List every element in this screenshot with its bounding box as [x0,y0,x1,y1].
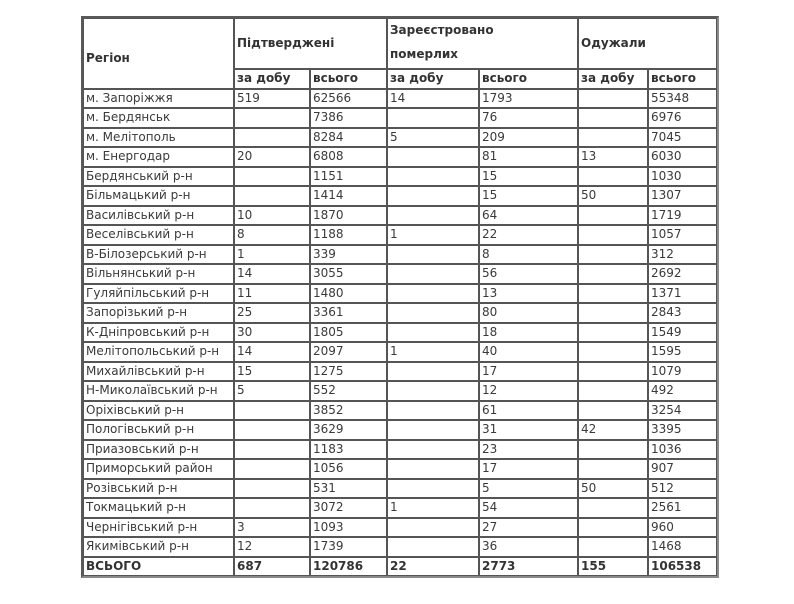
table-row [83,167,717,187]
cell-confirmed-per-day: 11 [234,284,310,304]
cell-confirmed-total: 2097 [310,342,387,362]
cell-recovered-per-day [578,537,648,557]
cell-region: Веселівський р-н [83,225,234,245]
cell-recovered-total: 1549 [648,323,717,343]
cell-recovered-per-day: 50 [578,186,648,206]
cell-confirmed-total: 1188 [310,225,387,245]
cell-deaths-per-day [387,440,479,460]
table-row [83,342,717,362]
cell-deaths-total: 27 [479,518,578,538]
cell-deaths-per-day [387,284,479,304]
cell-recovered-total: 492 [648,381,717,401]
cell-confirmed-per-day [234,128,310,148]
cell-confirmed-per-day [234,401,310,421]
cell-deaths-per-day [387,381,479,401]
cell-confirmed-per-day: 8 [234,225,310,245]
covid-stats-table-container [81,16,719,578]
cell-recovered-per-day: 42 [578,420,648,440]
cell-region: К-Дніпровський р-н [83,323,234,343]
cell-recovered-per-day [578,206,648,226]
table-row [83,264,717,284]
cell-region: Михайлівський р-н [83,362,234,382]
cell-recovered-total: 1719 [648,206,717,226]
table-row [83,186,717,206]
header-confirmed: Підтверджені [234,18,387,69]
table-row [83,225,717,245]
cell-confirmed-per-day [234,440,310,460]
cell-recovered-per-day [578,401,648,421]
cell-deaths-total: 1793 [479,89,578,109]
cell-deaths-per-day [387,537,479,557]
cell-deaths-total: 64 [479,206,578,226]
table-row [83,459,717,479]
cell-confirmed-per-day: 519 [234,89,310,109]
table-row [83,108,717,128]
total-cell-confirmed-total: 120786 [310,557,387,577]
table-row [83,128,717,148]
cell-deaths-total: 31 [479,420,578,440]
cell-confirmed-total: 1151 [310,167,387,187]
cell-recovered-total: 6976 [648,108,717,128]
cell-recovered-total: 1307 [648,186,717,206]
cell-recovered-total: 1595 [648,342,717,362]
cell-recovered-per-day [578,128,648,148]
table-row [83,89,717,109]
cell-confirmed-total: 3055 [310,264,387,284]
subheader-deaths-total: всього [479,69,578,89]
cell-confirmed-per-day [234,167,310,187]
cell-recovered-per-day [578,342,648,362]
cell-deaths-total: 17 [479,362,578,382]
cell-deaths-total: 22 [479,225,578,245]
cell-deaths-total: 76 [479,108,578,128]
cell-region: Оріхівський р-н [83,401,234,421]
cell-deaths-per-day [387,167,479,187]
covid-stats-table [81,16,719,578]
cell-region: м. Енергодар [83,147,234,167]
cell-recovered-total: 6030 [648,147,717,167]
header-deaths [387,18,578,69]
cell-confirmed-total: 1739 [310,537,387,557]
cell-recovered-total: 3395 [648,420,717,440]
cell-recovered-total: 55348 [648,89,717,109]
cell-confirmed-total: 6808 [310,147,387,167]
cell-region: Токмацький р-н [83,498,234,518]
cell-recovered-total: 1030 [648,167,717,187]
cell-recovered-per-day [578,498,648,518]
table-row [83,303,717,323]
cell-recovered-per-day [578,167,648,187]
cell-confirmed-per-day: 12 [234,537,310,557]
cell-confirmed-per-day [234,186,310,206]
cell-confirmed-total: 8284 [310,128,387,148]
cell-deaths-total: 80 [479,303,578,323]
cell-recovered-total: 2561 [648,498,717,518]
cell-confirmed-per-day [234,479,310,499]
cell-deaths-per-day: 1 [387,342,479,362]
cell-recovered-per-day [578,459,648,479]
cell-region: Розівський р-н [83,479,234,499]
cell-deaths-total: 15 [479,167,578,187]
cell-confirmed-total: 531 [310,479,387,499]
cell-recovered-per-day [578,245,648,265]
cell-confirmed-per-day [234,420,310,440]
cell-deaths-per-day: 1 [387,498,479,518]
cell-deaths-per-day: 1 [387,225,479,245]
cell-deaths-total: 8 [479,245,578,265]
cell-confirmed-total: 7386 [310,108,387,128]
cell-recovered-per-day [578,518,648,538]
header-recovered: Одужали [578,18,717,69]
cell-recovered-total: 960 [648,518,717,538]
cell-deaths-total: 61 [479,401,578,421]
cell-deaths-per-day [387,518,479,538]
cell-recovered-per-day: 13 [578,147,648,167]
cell-confirmed-per-day [234,498,310,518]
cell-deaths-per-day [387,362,479,382]
cell-confirmed-per-day: 5 [234,381,310,401]
table-row [83,518,717,538]
total-cell-region: ВСЬОГО [83,557,234,577]
cell-deaths-per-day [387,264,479,284]
table-row [83,479,717,499]
cell-recovered-total: 312 [648,245,717,265]
cell-deaths-per-day [387,323,479,343]
total-cell-deaths-per-day: 22 [387,557,479,577]
cell-recovered-per-day [578,323,648,343]
cell-deaths-total: 81 [479,147,578,167]
cell-deaths-per-day [387,147,479,167]
header-region: Регіон [83,18,234,89]
cell-recovered-total: 2692 [648,264,717,284]
cell-deaths-total: 56 [479,264,578,284]
cell-deaths-total: 15 [479,186,578,206]
cell-deaths-per-day [387,206,479,226]
total-cell-recovered-total: 106538 [648,557,717,577]
table-row [83,498,717,518]
cell-recovered-total: 2843 [648,303,717,323]
cell-confirmed-total: 62566 [310,89,387,109]
cell-deaths-total: 209 [479,128,578,148]
cell-region: Запорізький р-н [83,303,234,323]
table-row [83,147,717,167]
table-row [83,401,717,421]
cell-confirmed-total: 3072 [310,498,387,518]
cell-deaths-total: 17 [479,459,578,479]
total-cell-confirmed-per-day: 687 [234,557,310,577]
cell-confirmed-total: 552 [310,381,387,401]
cell-confirmed-total: 3852 [310,401,387,421]
table-row [83,245,717,265]
cell-region: Мелітопольський р-н [83,342,234,362]
cell-confirmed-total: 339 [310,245,387,265]
cell-deaths-per-day [387,401,479,421]
cell-region: Пологівський р-н [83,420,234,440]
cell-recovered-per-day [578,264,648,284]
cell-recovered-total: 7045 [648,128,717,148]
cell-confirmed-per-day: 14 [234,342,310,362]
table-row [83,362,717,382]
cell-region: Приморський район [83,459,234,479]
cell-recovered-per-day [578,440,648,460]
total-cell-recovered-per-day: 155 [578,557,648,577]
cell-confirmed-per-day: 25 [234,303,310,323]
cell-region: В-Білозерський р-н [83,245,234,265]
cell-recovered-total: 1036 [648,440,717,460]
cell-confirmed-total: 3629 [310,420,387,440]
cell-deaths-per-day [387,245,479,265]
cell-deaths-per-day [387,186,479,206]
cell-deaths-per-day [387,459,479,479]
cell-recovered-total: 1057 [648,225,717,245]
subheader-recovered-total: всього [648,69,717,89]
header-deaths-line1: Зареєстровано [390,23,494,37]
cell-recovered-per-day [578,284,648,304]
cell-deaths-per-day [387,303,479,323]
cell-deaths-total: 5 [479,479,578,499]
table-row [83,323,717,343]
table-row [83,440,717,460]
cell-region: Більмацький р-н [83,186,234,206]
cell-confirmed-per-day [234,459,310,479]
cell-region: Василівський р-н [83,206,234,226]
table-body [83,89,717,577]
total-cell-deaths-total: 2773 [479,557,578,577]
cell-confirmed-per-day: 14 [234,264,310,284]
cell-confirmed-total: 1093 [310,518,387,538]
cell-confirmed-per-day: 30 [234,323,310,343]
cell-confirmed-per-day: 15 [234,362,310,382]
cell-confirmed-total: 1056 [310,459,387,479]
subheader-confirmed-per-day: за добу [234,69,310,89]
cell-confirmed-per-day: 3 [234,518,310,538]
cell-region: Бердянський р-н [83,167,234,187]
cell-deaths-total: 36 [479,537,578,557]
cell-recovered-per-day: 50 [578,479,648,499]
cell-confirmed-total: 3361 [310,303,387,323]
subheader-deaths-per-day: за добу [387,69,479,89]
cell-recovered-total: 512 [648,479,717,499]
cell-recovered-total: 1079 [648,362,717,382]
cell-confirmed-per-day [234,108,310,128]
cell-deaths-total: 18 [479,323,578,343]
cell-deaths-total: 13 [479,284,578,304]
cell-recovered-total: 1468 [648,537,717,557]
cell-deaths-per-day: 14 [387,89,479,109]
cell-recovered-per-day [578,108,648,128]
cell-deaths-total: 12 [479,381,578,401]
cell-recovered-total: 1371 [648,284,717,304]
cell-recovered-total: 3254 [648,401,717,421]
cell-deaths-total: 54 [479,498,578,518]
cell-recovered-per-day [578,225,648,245]
cell-region: Чернігівський р-н [83,518,234,538]
cell-confirmed-per-day: 20 [234,147,310,167]
cell-recovered-per-day [578,303,648,323]
cell-deaths-per-day [387,479,479,499]
table-row [83,284,717,304]
cell-region: Н-Миколаївський р-н [83,381,234,401]
cell-confirmed-total: 1870 [310,206,387,226]
table-row [83,537,717,557]
cell-confirmed-total: 1183 [310,440,387,460]
cell-region: Гуляйпільський р-н [83,284,234,304]
cell-confirmed-per-day: 10 [234,206,310,226]
cell-deaths-total: 40 [479,342,578,362]
cell-confirmed-total: 1275 [310,362,387,382]
cell-confirmed-per-day: 1 [234,245,310,265]
subheader-confirmed-total: всього [310,69,387,89]
cell-deaths-per-day [387,108,479,128]
cell-recovered-per-day [578,362,648,382]
cell-deaths-per-day [387,420,479,440]
cell-region: Приазовський р-н [83,440,234,460]
total-row [83,557,717,577]
cell-confirmed-total: 1414 [310,186,387,206]
cell-recovered-per-day [578,381,648,401]
cell-recovered-total: 907 [648,459,717,479]
table-row [83,381,717,401]
cell-deaths-per-day: 5 [387,128,479,148]
subheader-recovered-per-day: за добу [578,69,648,89]
cell-recovered-per-day [578,89,648,109]
header-deaths-line2: померлих [390,47,459,61]
cell-region: м. Запоріжжя [83,89,234,109]
cell-region: Якимівський р-н [83,537,234,557]
cell-deaths-total: 23 [479,440,578,460]
cell-region: м. Бердянськ [83,108,234,128]
cell-confirmed-total: 1480 [310,284,387,304]
cell-region: м. Мелітополь [83,128,234,148]
cell-region: Вільнянський р-н [83,264,234,284]
table-row [83,206,717,226]
table-row [83,420,717,440]
cell-confirmed-total: 1805 [310,323,387,343]
